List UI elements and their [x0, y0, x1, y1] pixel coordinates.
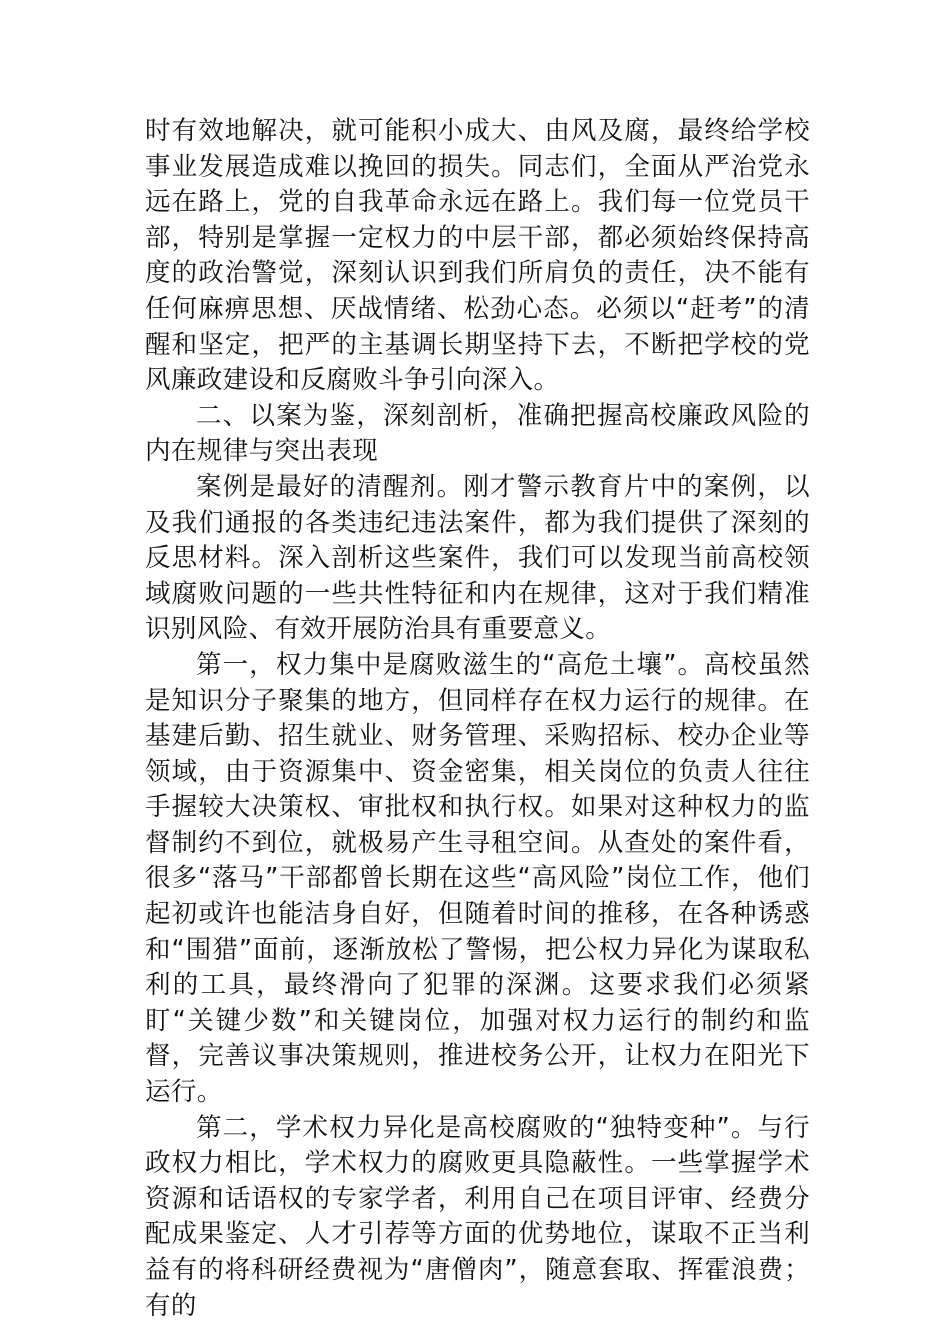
document-body	[145, 114, 810, 1324]
paragraph-point-one: 第一，权力集中是腐败滋生的“高危土壤”。高校虽然是知识分子聚集的地方，但同样存在权力运行的规律。在基建后勤、招生就业、财务管理、采购招标、校办企业等领域，由于资源集中、资金密集，相关岗位的负责人往往手握较大决策权、审批权和执行权。如果对这种权力的监督制约不到位，就极易产生寻租空间。从查处的案件看，很多“落马”干部都曾长期在这些“高风险”岗位工作，他们起初或许也能洁身自好，但随着时间的推移，在各种诱惑和“围猎”面前，逐渐放松了警惕，把公权力异化为谋取私利的工具，最终滑向了犯罪的深渊。这要求我们必须紧盯“关键少数”和关键岗位，加强对权力运行的制约和监督，完善议事决策规则，推进校务公开，让权力在阳光下运行。	[145, 649, 810, 1108]
paragraph-continuation: 时有效地解决，就可能积小成大、由风及腐，最终给学校事业发展造成难以挽回的损失。同志们，全面从严治党永远在路上，党的自我革命永远在路上。我们每一位党员干部，特别是掌握一定权力的中层干部，都必须始终保持高度的政治警觉，深刻认识到我们所肩负的责任，决不能有任何麻痹思想、厌战情绪、松劲心态。必须以“赶考”的清醒和坚定，把严的主基调长期坚持下去，不断把学校的党风廉政建设和反腐败斗争引向深入。	[145, 116, 810, 396]
section-heading: 二、以案为鉴，深刻剖析，准确把握高校廉政风险的内在规律与突出表现	[145, 400, 810, 467]
paragraph-point-two: 第二，学术权力异化是高校腐败的“独特变种”。与行政权力相比，学术权力的腐败更具隐蔽性。一些掌握学术资源和话语权的专家学者，利用自己在项目评审、经费分配成果鉴定、人才引荐等方面的优势地位，谋取不正当利益有的将科研经费视为“唐僧肉”，随意套取、挥霍浪费；有的	[145, 1112, 810, 1321]
paragraph-case-intro: 案例是最好的清醒剂。刚才警示教育片中的案例，以及我们通报的各类违纪违法案件，都为我们提供了深刻的反思材料。深入剖析这些案件，我们可以发现当前高校领域腐败问题的一些共性特征和内在规律，这对于我们精准识别风险、有效开展防治具有重要意义。	[145, 471, 810, 645]
